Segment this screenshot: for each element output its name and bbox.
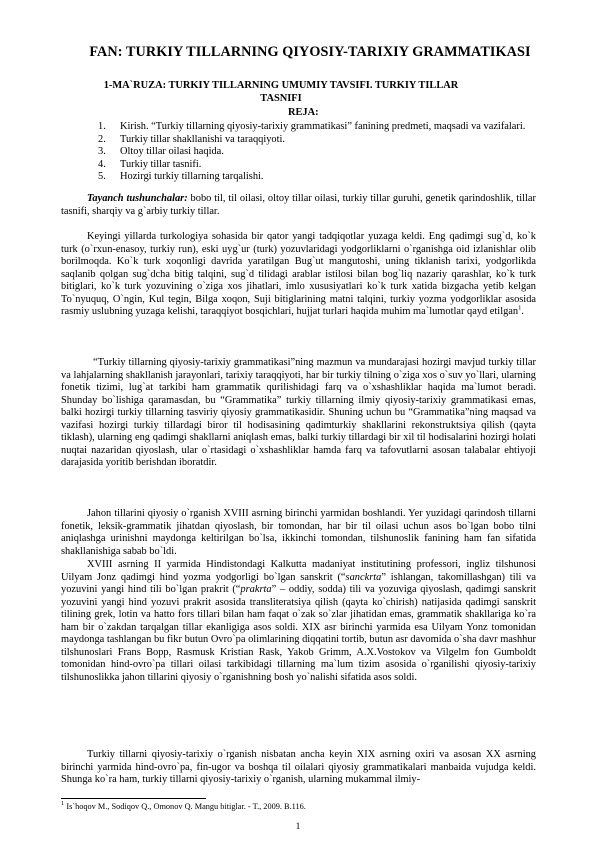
page-number: 1 [295, 822, 301, 832]
lecture-title: 1-MA`RUZA: TURKIY TILLARNING UMUMIY TAVSIFI. TURKIY TILLAR TASNIFI [103, 80, 459, 104]
footnote-text: Is`hoqov M., Sodiqov Q., Omonov Q. Mangu bitiglar. - T., 2009. B.116. [66, 802, 306, 811]
paragraph-5 [61, 749, 536, 787]
footnote [61, 802, 306, 811]
footnote-divider [61, 798, 206, 799]
paragraph-2-text: “Turkiy tillarning qiyosiy-tarixiy grammatikasi”ning mazmun va mundarajasi hozirgi mavjud turkiy tillar va lahjalarning shakllanish jarayonlari, tarixiy taraqqiyoti, har bir turkiy tilning o`ziga xos o`suv yo`llari, ularning fonetik tizimi, lug`at tarkibi ham grammatik qurilishidagi farq va o`xshashliklar haqida ma`lumot beradi. Shunday bo`lishiga qaramasdan, bu “Grammatika” turkiy tillarning ilmiy qiyosiy-tarixiy grammatikasi emas, balki hozirgi turkiy tillarning tasviriy qiyosiy grammatikasidir. Shuning uchun bu “Grammatika”ning maqsad va vazifasi hozirgi turkiy tillardagi biror til hodisasining qadimturkiy shakllarini rekonstruktsiya qilish (qayta tiklash), ularning eng qadimgi shakllarni aniqlash emas, balki turkiy tillardagi bir xil til hodisalarini hozirgi holati nuqtai nazaridan qiyoslash, ular o`rtasidagi o`xshashliklar hamda farq va tafovutlarni asosan talabalar ehtiyoji darajasida yoritib berishdan iboratdir. [61, 357, 536, 469]
plan-item-text: Turkiy tillar tasnifi. [120, 158, 202, 170]
footnote-marker: 1 [518, 304, 522, 312]
plan-item [98, 121, 528, 134]
plan-item-text: Hozirgi turkiy tillarning tarqalishi. [120, 171, 264, 183]
course-title: FAN: TURKIY TILLARNING QIYOSIY-TARIXIY GRAMMATIKASI [89, 44, 531, 60]
plan-item-number: 1. [98, 121, 106, 132]
keywords-paragraph [61, 193, 536, 218]
paragraph-4-rest: ” – oddiy, sodda) tili va yozuviga qiyoslash, qadimgi sanskrit yozuvini yangi hind yozuvi prakrit asosida transliteratsiya qilish (qayta ko`chirish) natijasida qadimgi sanskrit tilining grek, lotin va hatto fors tillari bilan ham faqat o`zak so`zlar jihatidan emas, grammatik shakllariga ko`ra ham bir o`zakdan tarqalgan tillar ekanligiga asos soldi. XIX asr birinchi yarmida esa Uilyam Yonz tomonidan maydonga tashlangan bu fikr butun Ovro`pa olimlarining diqqatini tortib, butun asr davomida o`sha davr mashhur tilshunoslari Frans Bopp, Rasmusk Kristian Rask, Yakob Grimm, A.X.Vostokov va Vilgelm fon Gumboldt tomonidan hind-ovro`pa tillari oilasi tarkibidagi tillarning ma`lum tizim asosida o`rganilishi qiyosiy-tarixiy tilshunoslikka jahon tillarini qiyosiy o`rganishning bosh yo`nalishi sifatida asos soldi. [61, 584, 536, 683]
plan-list [98, 121, 528, 184]
plan-item-number: 5. [98, 171, 106, 183]
footnote-number: 1 [61, 800, 65, 808]
paragraph-1-text: Keyingi yillarda turkologiya sohasida bir qator yangi tadqiqotlar yuzaga keldi. Eng qadimgi sug`d, ko`k turk (o`rxun-enasoy, turkiy run), eski uyg`ur (turk) yozuvlaridagi yodgorliklarni o`rganishga oid izlanishlar olib borilmoqda. Ko`k turk xoqonligi davrida yaratilgan Bug`ut mangutoshi, uning tiklanish tarixi, yodgorlikda saqlanib qolgan sug`dcha bitig talqini, sug`d tilidagi arablar istilosi bilan bog`liq nazariy qarashlar, ko`k turk bitiglari, ko`k turk yozuvining o`ziga xos jihatlari, imlo xususiyatlari ko`k turk xatida bizgacha yetib kelgan To`nyuquq, O`ngin, Kul tegin, Bilga xoqon, Suji bitiglarining matni talqini, turkiy yozma yodgorliklar asosida rasmiy uslubning yuzaga kelishi, taraqqiyot bosqichlari, hujjat turlari haqida muhim ma`lumotlar qayd etilgan [61, 231, 536, 318]
paragraph-3-text: Jahon tillarini qiyosiy o`rganish XVIII asrning birinchi yarmidan boshlandi. Yer yuzidagi qarindosh tillarni fonetik, leksik-grammatik jihatdan qiyoslash, bir tomondan, har bir til oilasi uchun asos bo`lgan bobo tilni aniqlashga urinishni maydonga keltirilgan bo`lsa, ikkinchi tomondan, tilshunoslik fanining ham fan sifatida shakllanishiga sabab bo`ldi. [61, 508, 536, 557]
plan-item-text: Kirish. “Turkiy tillarning qiyosiy-tarixiy grammatikasi” fanining predmeti, maqsadi va vazifalari. [120, 121, 526, 132]
plan-item-text: Turkiy tillar shakllanishi va taraqqiyoti. [120, 133, 285, 145]
plan-item-number: 2. [98, 133, 106, 145]
paragraph-1: Keyingi yillarda turkologiya sohasida bir qator yangi tadqiqotlar yuzaga keldi. Eng qadimgi sug`d, ko`k turk (o`rxun-enasoy, turkiy run), eski uyg`ur (turk) yozuvlaridagi yodgorliklarni o`rganishga oid izlanishlar olib borilmoqda. Ko`k turk xoqonligi davrida yaratilgan Bug`ut mangutoshi, uning tiklanish tarixi, yodgorlikda saqlanib qolgan sug`dcha bitig talqini, sug`d tilidagi arablar istilosi bilan bog`liq nazariy qarashlar, ko`k turk bitiglari, ko`k turk yozuvining o`ziga xos jihatlari, imlo xususiyatlari ko`k turk xatida bizgacha yetib kelgan To`nyuquq, O`ngin, Kul tegin, Bilga xoqon, Suji bitiglarining matni talqini, turkiy yozma yodgorliklar asosida rasmiy uslubning yuzaga kelishi, taraqqiyot bosqichlari, hujjat turlari haqida muhim ma`lumotlar qayd etilgan$^1$. [61, 231, 536, 318]
keywords-text: bobo til, til oilasi, oltoy tillar oilasi, turkiy tillar guruhi, genetik qarindoshlik, tillar tasnifi, sharqiy va g`arbiy turkiy tillar. [61, 193, 536, 217]
keywords-label: Tayanch tushunchalar: [87, 193, 188, 204]
plan-heading: REJA: [288, 107, 319, 118]
plan-item [98, 159, 528, 172]
paragraph-3 [61, 508, 536, 558]
plan-item [98, 171, 528, 184]
paragraph-4-mid: ” ishlangan, takomillashgan) tili va yozuvini yangi hind tili bo`lgan prakrit (“ [61, 571, 536, 596]
plan-item-number: 3. [98, 146, 106, 158]
paragraph-4-term-1: sanckrta [345, 571, 382, 583]
paragraph-4-start: XVIII asrning II yarmida Hindistondagi Kalkutta madaniyat institutining professori, ingliz tilshunosi Uilyam Jonz qadimgi hind yozma yodgorligi bo`lgan sanskrit (“ [61, 559, 536, 583]
paragraph-4 [61, 559, 536, 684]
plan-item-text: Oltoy tillar oilasi haqida. [120, 146, 224, 158]
paragraph-4-term-2: prakrta [240, 584, 272, 596]
plan-item [98, 146, 528, 159]
paragraph-2 [61, 357, 536, 470]
plan-item-number: 4. [98, 158, 106, 170]
plan-item [98, 134, 528, 147]
paragraph-5-text: Turkiy tillarni qiyosiy-tarixiy o`rganish nisbatan ancha keyin XIX asrning oxiri va asosan XX asrning birinchi yarmida hind-ovro`pa, fin-ugor va boshqa til oilalari qiyosiy grammatikalari manbaida vujudga keldi. Shunga ko`ra ham, turkiy tillarni qiyosiy-tarixiy o`rganish, ularning mukammal ilmiy- [61, 749, 536, 786]
